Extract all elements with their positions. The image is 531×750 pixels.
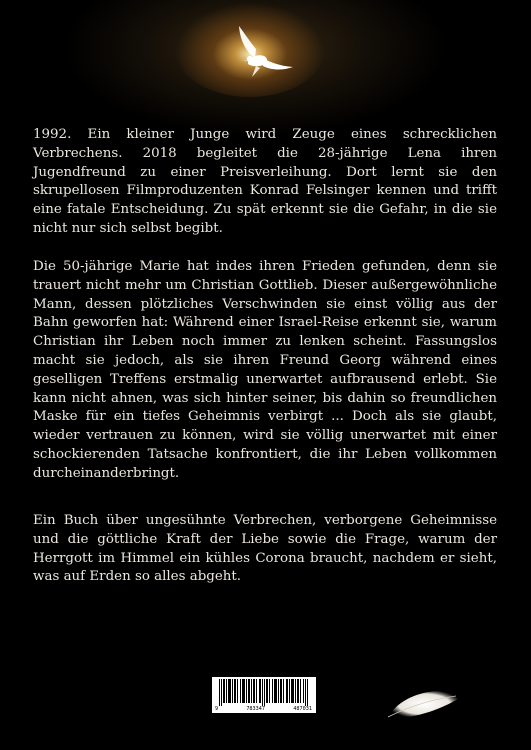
blurb-paragraph-2: Die 50-jährige Marie hat indes ihren Frieden gefunden, denn sie trauert nicht mehr um Christian Gottlieb. Dieser außergewöhnliche Mann, dessen plötzliches Verschwinden sie einst völlig aus der Bahn geworfen hat: Während einer Israel-Reise erkennt sie, warum Christian ihr Leben noch immer zu lenken scheint. Fassungslos macht sie jedoch, als sie ihren Freund Georg während eines geselligen Treffens erstmalig unerwartet aufbrausend erlebt. Sie kann nicht ahnen, was sich hinter seiner, bis dahin so freundlichen Maske für ein tiefes Geheimnis verbirgt ... Doch als sie glaubt, wieder vertrauen zu können, wird sie völlig unerwartet mit einer schockierenden Tatsache konfrontiert, die ihr Leben vollkommen durcheinanderbringt. [33, 259, 497, 481]
isbn-digits [212, 706, 316, 712]
feather-icon [384, 684, 462, 724]
isbn-digit-2: 783347 [246, 706, 266, 712]
barcode-icon [215, 679, 313, 706]
blurb-paragraph-1: 1992. Ein kleiner Junge wird Zeuge eines schrecklichen Verbrechens. 2018 begleitet die 28-jährige Lena ihren Jugendfreund zu einer Preisverleihung. Dort lernt sie den skrupellosen Filmproduzenten Konrad Felsinger kennen und trifft eine fatale Entscheidung. Zu spät erkennt sie die Gefahr, in die sie nicht nur sich selbst begibt. [33, 127, 497, 236]
blurb-paragraph-3: Ein Buch über ungesühnte Verbrechen, verborgene Geheimnisse und die göttliche Kraft der Liebe sowie die Frage, warum der Herrgott im Himmel ein kühles Corona braucht, nachdem er sieht, was auf Erden so alles abgeht. [33, 513, 497, 585]
isbn-digit-1: 9 [215, 706, 219, 712]
isbn-barcode [212, 677, 316, 713]
dove-icon [222, 22, 294, 82]
isbn-digit-3: 487031 [293, 706, 312, 712]
